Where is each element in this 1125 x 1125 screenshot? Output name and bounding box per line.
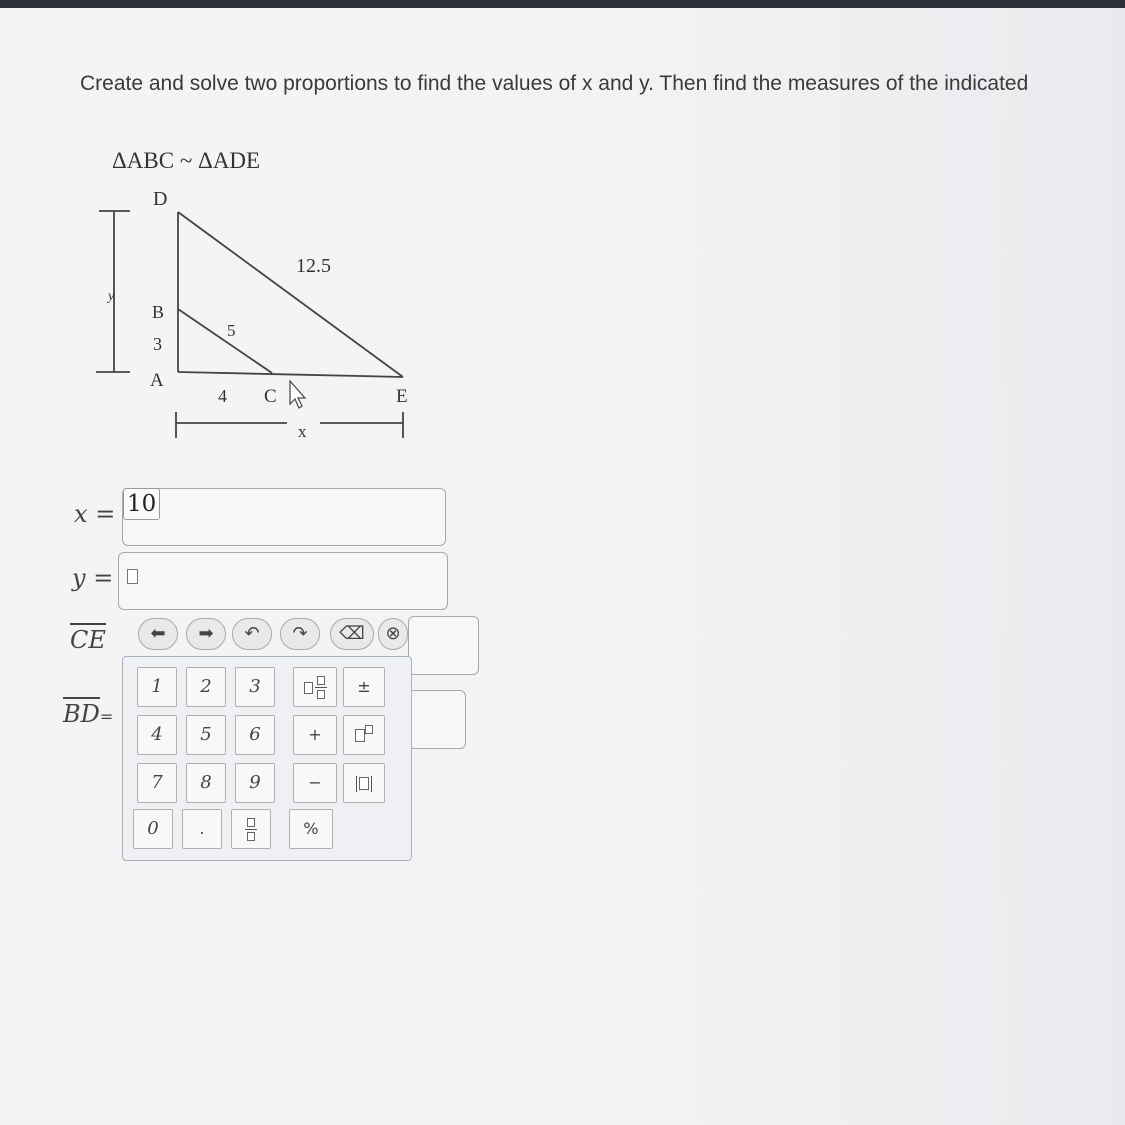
length-ab: 3 bbox=[153, 334, 162, 354]
label-y: y bbox=[108, 289, 115, 304]
mixed-number-icon[interactable] bbox=[293, 667, 337, 707]
instructions-text: Create and solve two proportions to find the values of x and y. Then find the measures of the indicated bbox=[80, 72, 1029, 95]
key-5[interactable]: 5 bbox=[186, 715, 226, 755]
triangle-ade bbox=[178, 212, 403, 377]
segment-bc bbox=[178, 309, 272, 373]
y-label: y = bbox=[72, 564, 114, 592]
key-4[interactable]: 4 bbox=[137, 715, 177, 755]
math-keypad bbox=[122, 656, 412, 861]
fraction-icon[interactable] bbox=[231, 809, 271, 849]
key-9[interactable]: 9 bbox=[235, 763, 275, 803]
arrow-left-icon[interactable]: ⬅ bbox=[138, 618, 178, 650]
key-decimal[interactable]: . bbox=[182, 809, 222, 849]
keypad-toolbar bbox=[126, 616, 410, 656]
label-x: x bbox=[298, 422, 307, 441]
ce-input[interactable] bbox=[408, 616, 479, 675]
vertex-c: C bbox=[264, 386, 277, 407]
key-minus[interactable]: − bbox=[293, 763, 337, 803]
close-icon[interactable]: ⊗ bbox=[378, 618, 408, 650]
key-plus-minus[interactable]: ± bbox=[343, 667, 385, 707]
length-de: 12.5 bbox=[296, 255, 331, 277]
key-1[interactable]: 1 bbox=[137, 667, 177, 707]
vertex-d: D bbox=[153, 188, 168, 210]
y-input[interactable] bbox=[118, 552, 448, 610]
vertex-a: A bbox=[150, 370, 164, 391]
key-6[interactable]: 6 bbox=[235, 715, 275, 755]
arrow-right-icon[interactable]: ➡ bbox=[186, 618, 226, 650]
vertex-e: E bbox=[396, 386, 408, 407]
bd-label: BD= bbox=[63, 700, 113, 728]
key-3[interactable]: 3 bbox=[235, 667, 275, 707]
x-input-value: 10 bbox=[123, 488, 160, 520]
key-8[interactable]: 8 bbox=[186, 763, 226, 803]
undo-icon[interactable]: ↶ bbox=[232, 618, 272, 650]
ce-label: CE bbox=[70, 626, 106, 654]
absolute-value-icon[interactable] bbox=[343, 763, 385, 803]
x-dimension-bracket bbox=[176, 412, 403, 438]
backspace-icon[interactable]: ⌫ bbox=[330, 618, 374, 650]
length-ac: 4 bbox=[218, 386, 227, 406]
x-label: x = bbox=[74, 500, 116, 528]
x-input[interactable] bbox=[122, 488, 446, 546]
vertex-b: B bbox=[152, 302, 165, 322]
key-percent[interactable]: % bbox=[289, 809, 333, 849]
key-2[interactable]: 2 bbox=[186, 667, 226, 707]
bd-input[interactable] bbox=[408, 690, 466, 749]
similarity-statement: ΔABC ~ ΔADE bbox=[112, 148, 261, 173]
key-7[interactable]: 7 bbox=[137, 763, 177, 803]
cursor-placeholder-icon bbox=[127, 569, 138, 584]
mouse-pointer-icon bbox=[290, 381, 305, 408]
key-plus[interactable]: + bbox=[293, 715, 337, 755]
length-bc: 5 bbox=[227, 321, 236, 340]
exponent-icon[interactable] bbox=[343, 715, 385, 755]
key-0[interactable]: 0 bbox=[133, 809, 173, 849]
redo-icon[interactable]: ↷ bbox=[280, 618, 320, 650]
